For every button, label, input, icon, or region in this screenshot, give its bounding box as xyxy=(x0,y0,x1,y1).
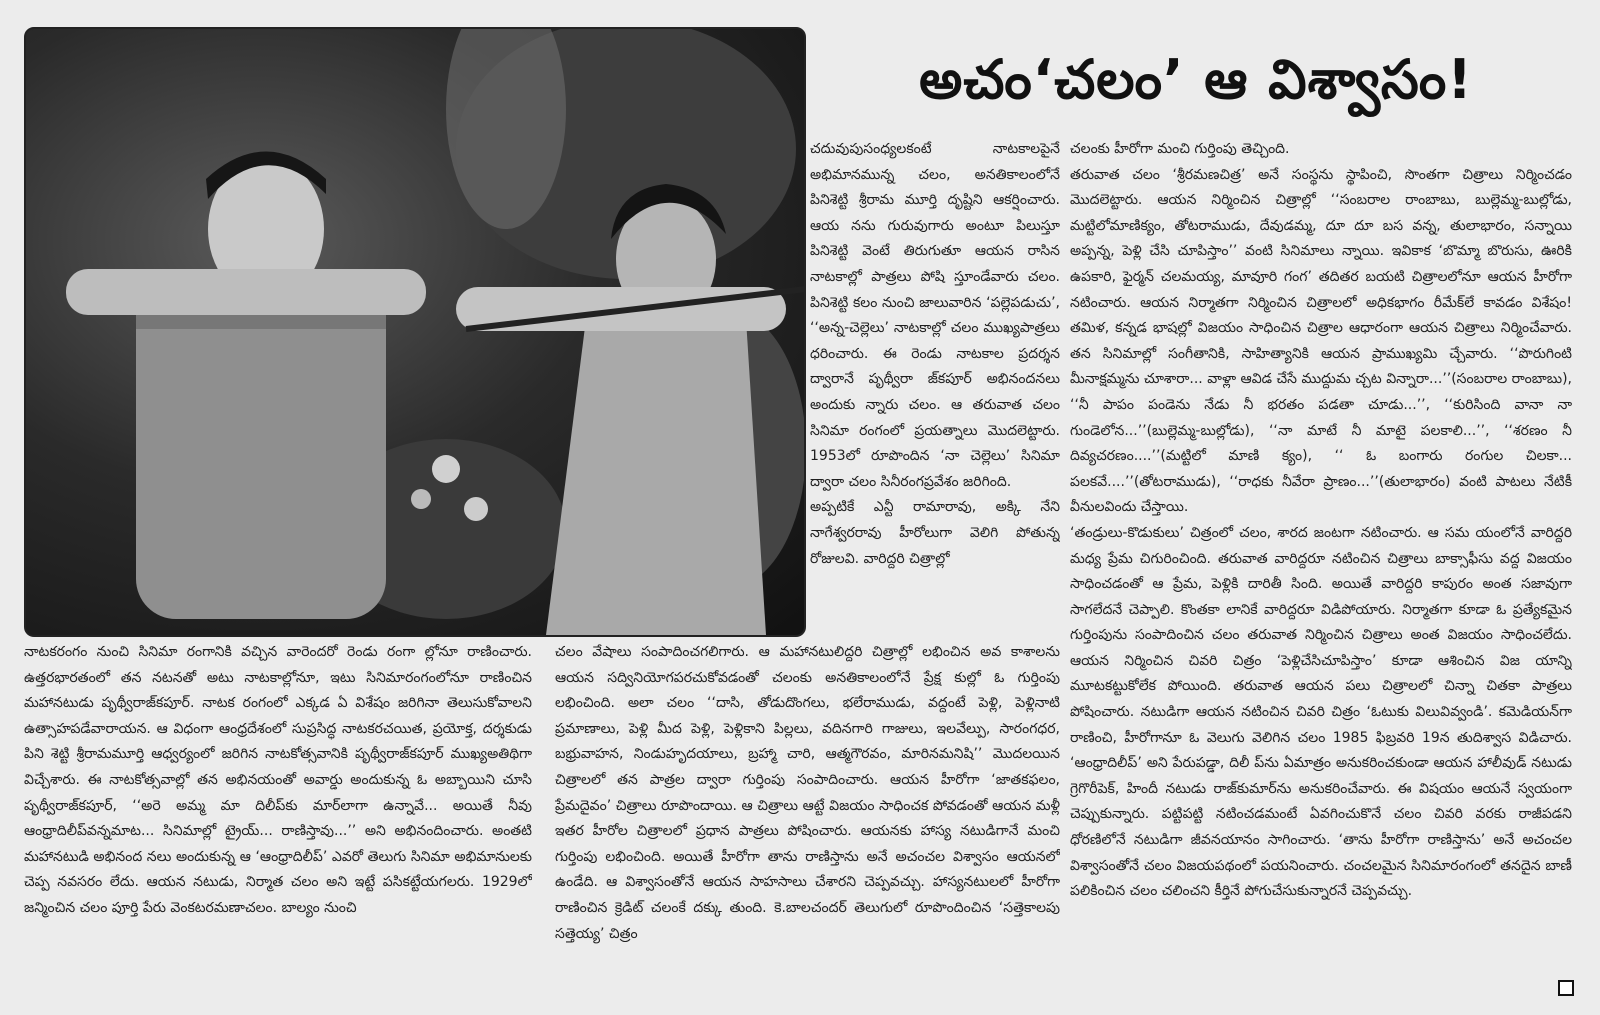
article-column-bottom-left xyxy=(24,640,532,1000)
paragraph: అప్పటికే ఎన్టీ రామారావు, అక్కి నేని నాగేశ్వరరావు హీరోలుగా వెలిగి పోతున్న రోజులవి. వారిద్దరి చిత్రాల్లో xyxy=(810,499,1060,567)
photo-illustration xyxy=(26,29,804,635)
paragraph: తరువాత చలం ‘శ్రీరమణచిత్ర’ అనే సంస్థను స్థాపించి, సొంతగా చిత్రాలు నిర్మించడం మొదలెట్టారు. ఆయన నిర్మించిన చిత్రాల్లో ‘‘సంబరాల రాంబాబు, బుల్లెమ్మ-బుల్లోడు, మట్టిలోమాణిక్యం, తోటరాముడు, దేవుడమ్మ, దూ దూ బస వన్న, తులాభారం, సన్నాయి అప్పన్న, పెళ్లి చేసి చూపిస్తాం’’ వంటి సినిమాలు న్నాయి. ఇవికాక ‘బొమ్మా బొరుసు, ఊరికి ఉపకారి, ఫైర్మన్ చలమయ్య, మావూరి గంగ’ తదితర బయటి చిత్రాలలోనూ ఆయన హీరోగా నటించారు. ఆయన నిర్మాతగా నిర్మించిన చిత్రాలలో అధికభాగం రీమేక్‌లే కావడం విశేషం! తమిళ, కన్నడ భాషల్లో విజయం సాధించిన చిత్రాల ఆధారంగా ఆయన చిత్రాలు నిర్మించేవారు. తన సినిమాల్లో సంగీతానికి, సాహిత్యానికి ఆయన ప్రాముఖ్యమి చ్చేవారు. ‘‘పొరుగింటి మీనాక్షమ్మను చూశారా... వాళ్లా ఆవిడ చేసే ముద్దుమ చ్చట విన్నారా...’’(సంబరాల రాంబాబు), ‘‘నీ పాపం పండెను నేడు నీ భరతం పడతా చూడు...’’, ‘‘కురిసింది వానా నా గుండెలోన...’’(బుల్లెమ్మ-బుల్లోడు), ‘‘నా మాటే నీ మాటై పలకాలి...’’, ‘‘శరణం నీ దివ్యచరణం....’’(మట్టిలో మాణి క్యం), ‘‘ ఓ బంగారు రంగుల చిలకా... పలకవే....’’(తోటరాముడు), ‘‘రాధకు నీవేరా ప్రాణం...’’(తులాభారం) వంటి పాటలు నేటికీ వీనులవిందు చేస్తాయి. xyxy=(1070,166,1572,516)
article-column-right xyxy=(1070,137,1572,997)
paragraph: నాటకరంగం నుంచి సినిమా రంగానికి వచ్చిన వారెందరో రెండు రంగా ల్లోనూ రాణించారు. ఉత్తరభారతంలో తన నటనతో అటు నాటకాల్లోనూ, ఇటు సినిమారంగంలోనూ రాణించిన మహానటుడు పృథ్వీరాజ్‌కపూర్. నాటక రంగంలో ఎక్కడ ఏ విశేషం జరిగినా తెలుసుకోవాలని ఉత్సాహపడేవారాయన. ఆ విధంగా ఆంధ్రదేశంలో సుప్రసిద్ధ నాటకరచయిత, ప్రయోక్త, దర్శకుడు పిని శెట్టి శ్రీరామమూర్తి ఆధ్వర్యంలో జరిగిన నాటకోత్సవానికి పృథ్వీరాజ్‌కపూర్ ముఖ్యఅతిథిగా విచ్చేశారు. ఈ నాటకోత్సవాల్లో తన అభినయంతో అవార్డు అందుకున్న ఓ అబ్బాయిని చూసి పృథ్వీరాజ్‌కపూర్, ‘‘అరె అమ్మ మా దిలీప్‌కు మార్‌లాగా ఉన్నావే... అయితే నీవు ఆంధ్రాదిలీప్‌వన్నమాట... సినిమాల్లో ట్రైయ్... రాణిస్తావు...’’ అని అభినందించారు. అంతటి మహానటుడి అభినంద నలు అందుకున్న ఆ ‘ఆంధ్రాదిలీప్’ ఎవరో తెలుగు సినిమా అభిమానులకు చెప్ప నవసరం లేదు. ఆయన నటుడు, నిర్మాత చలం అని ఇట్టే పసికట్టేయగలరు. 1929లో జన్మించిన చలం పూర్తి పేరు వెంకటరమణాచలం. బాల్యం నుంచి xyxy=(24,644,532,916)
paragraph: చలం వేషాలు సంపాదించగలిగారు. ఆ మహానటులిద్దరి చిత్రాల్లో లభించిన అవ కాశాలను ఆయన సద్వినియోగపరచుకోవడంతో చలంకు అనతికాలంలోనే ప్రేక్ష కుల్లో ఓ గుర్తింపు లభించింది. అలా చలం ‘‘దాసి, తోడుదొంగలు, భలేరాముడు, వద్దంటే పెళ్లి, పెళ్లినాటి ప్రమాణాలు, పెళ్లి మీద పెళ్లి, పెళ్లికాని పిల్లలు, వదినగారి గాజులు, ఇలవేల్పు, సారంగధర, బభ్రువాహన, నిండుహృదయాలు, బ్రహ్మా చారి, ఆత్మగౌరవం, మారినమనిషి’’ మొదలయిన చిత్రాలలో తన పాత్రల ద్వారా గుర్తింపు సంపాదించారు. ఆయన హీరోగా ‘జాతకఫలం, ప్రేమదైవం’ చిత్రాలు రూపొందాయి. ఆ చిత్రాలు ఆట్టే విజయం సాధించక పోవడంతో ఆయన మళ్లీ ఇతర హీరోల చిత్రాలలో ప్రధాన పాత్రలు పోషించారు. ఆయనకు హాస్య నటుడిగానే మంచి గుర్తింపు లభించింది. అయితే హీరోగా తాను రాణిస్తాను అనే అచంచల విశ్వాసం ఆయనలో ఉండేది. ఆ విశ్వాసంతోనే ఆయన సాహసాలు చేశారని చెప్పవచ్చు. హాస్యనటులలో హీరోగా రాణించిన క్రెడిట్ చలంకే దక్కు తుంది. కె.బాలచందర్ తెలుగులో రూపొందించిన ‘సత్తెకాలపు సత్తెయ్య’ చిత్రం xyxy=(555,644,1060,942)
article-headline: అచం‘చలం’ ఆ విశ్వాసం! xyxy=(919,48,1473,111)
paragraph: చదువుపుసంధ్యలకంటే నాటకాలపైనే అభిమానమున్న చలం, అనతికాలంలోనే పినిశెట్టి శ్రీరామ మూర్తి దృష్టిని ఆకర్షించారు. ఆయ నను గురువుగారు అంటూ పిలుస్తూ పినిశెట్టి వెంటే తిరుగుతూ ఆయన రాసిన నాటకాల్లో పాత్రలు పోషి స్తూండేవారు చలం. పినిశెట్టి కలం నుంచి జాలువారిన ‘పల్లెపడుచు’, ‘‘అన్న-చెల్లెలు’ నాటకాల్లో చలం ముఖ్యపాత్రలు ధరించారు. ఈ రెండు నాటకాల ప్రదర్శన ద్వారానే పృథ్వీరా జ్‌కపూర్ అభినందనలు అందుకు న్నారు చలం. ఆ తరువాత చలం సినిమా రంగంలో ప్రయత్నాలు మొదలెట్టారు. 1953లో రూపొందిన ‘నా చెల్లెలు’ సినిమా ద్వారా చలం సినీరంగప్రవేశం జరిగింది. xyxy=(810,141,1060,490)
paragraph: ‘తండ్రులు-కొడుకులు’ చిత్రంలో చలం, శారద జంటగా నటించారు. ఆ సమ యంలోనే వారిద్దరి మధ్య ప్రేమ చిగురించింది. తరువాత వారిద్దరూ నటించిన చిత్రాలు బాక్సాఫీసు వద్ద విజయం సాధించడంతో ఆ ప్రేమ, పెళ్లికి దారితీ సింది. అయితే వారిద్దరి కాపురం అంత సజావుగా సాగలేదనే చెప్పాలి. కొంతకా లానికే వారిద్దరూ విడిపోయారు. నిర్మాతగా కూడా ఓ ప్రత్యేకమైన గుర్తింపును సంపాదించిన చలం తరువాత నిర్మించిన చిత్రాలు అంత విజయం సాధించలేదు. ఆయన నిర్మించిన చివరి చిత్రం ‘పెళ్లిచేసిచూపిస్తాం’ కూడా ఆశించిన విజ యాన్ని మూటకట్టుకోలేక పోయింది. తరువాత ఆయన పలు చిత్రాలలో చిన్నా చితకా పాత్రలు పోషించారు. నటుడిగా ఆయన నటించిన చివరి చిత్రం ‘ఓటుకు విలువివ్వండి’. కమెడియన్‌గా రాణించి, హీరోగానూ ఓ వెలుగు వెలిగిన చలం 1985 ఫిబ్రవరి 19న తుదిశ్వాస విడిచారు. ‘ఆంధ్రాదిలీప్’ అని పేరుపడ్డా, దిలీ ప్‌ను ఏమాత్రం అనుకరించకుండా ఆయన హాలీవుడ్ నటుడు గ్రెగొరీపెక్, హిందీ నటుడు రాజ్‌కుమార్‌ను అనుకరించేవారు. ఈ విషయం ఆయనే స్వయంగా చెప్పుకున్నారు. పట్టిపట్టి నటించడమంటే ఏవగించుకొనే చలం చివరి వరకు రాజీపడని ధోరణిలోనే నటుడిగా జీవనయానం సాగించారు. ‘తాను హీరోగా రాణిస్తాను’ అనే అచంచల విశ్వాసంతోనే చలం విజయపథంలో పయనించారు. చంచలమైన సినిమారంగంలో తనదైన బాణీ పలికించిన చలం చలించని కీర్తినే పోగుచేసుకున్నారనే చెప్పవచ్చు. xyxy=(1070,524,1572,900)
article-column-bottom-middle xyxy=(555,640,1060,1000)
article-column-middle xyxy=(810,137,1060,627)
film-still-photo xyxy=(24,27,806,637)
article-end-mark-icon xyxy=(1558,980,1574,996)
paragraph: చలంకు హీరోగా మంచి గుర్తింపు తెచ్చింది. xyxy=(1070,141,1290,157)
